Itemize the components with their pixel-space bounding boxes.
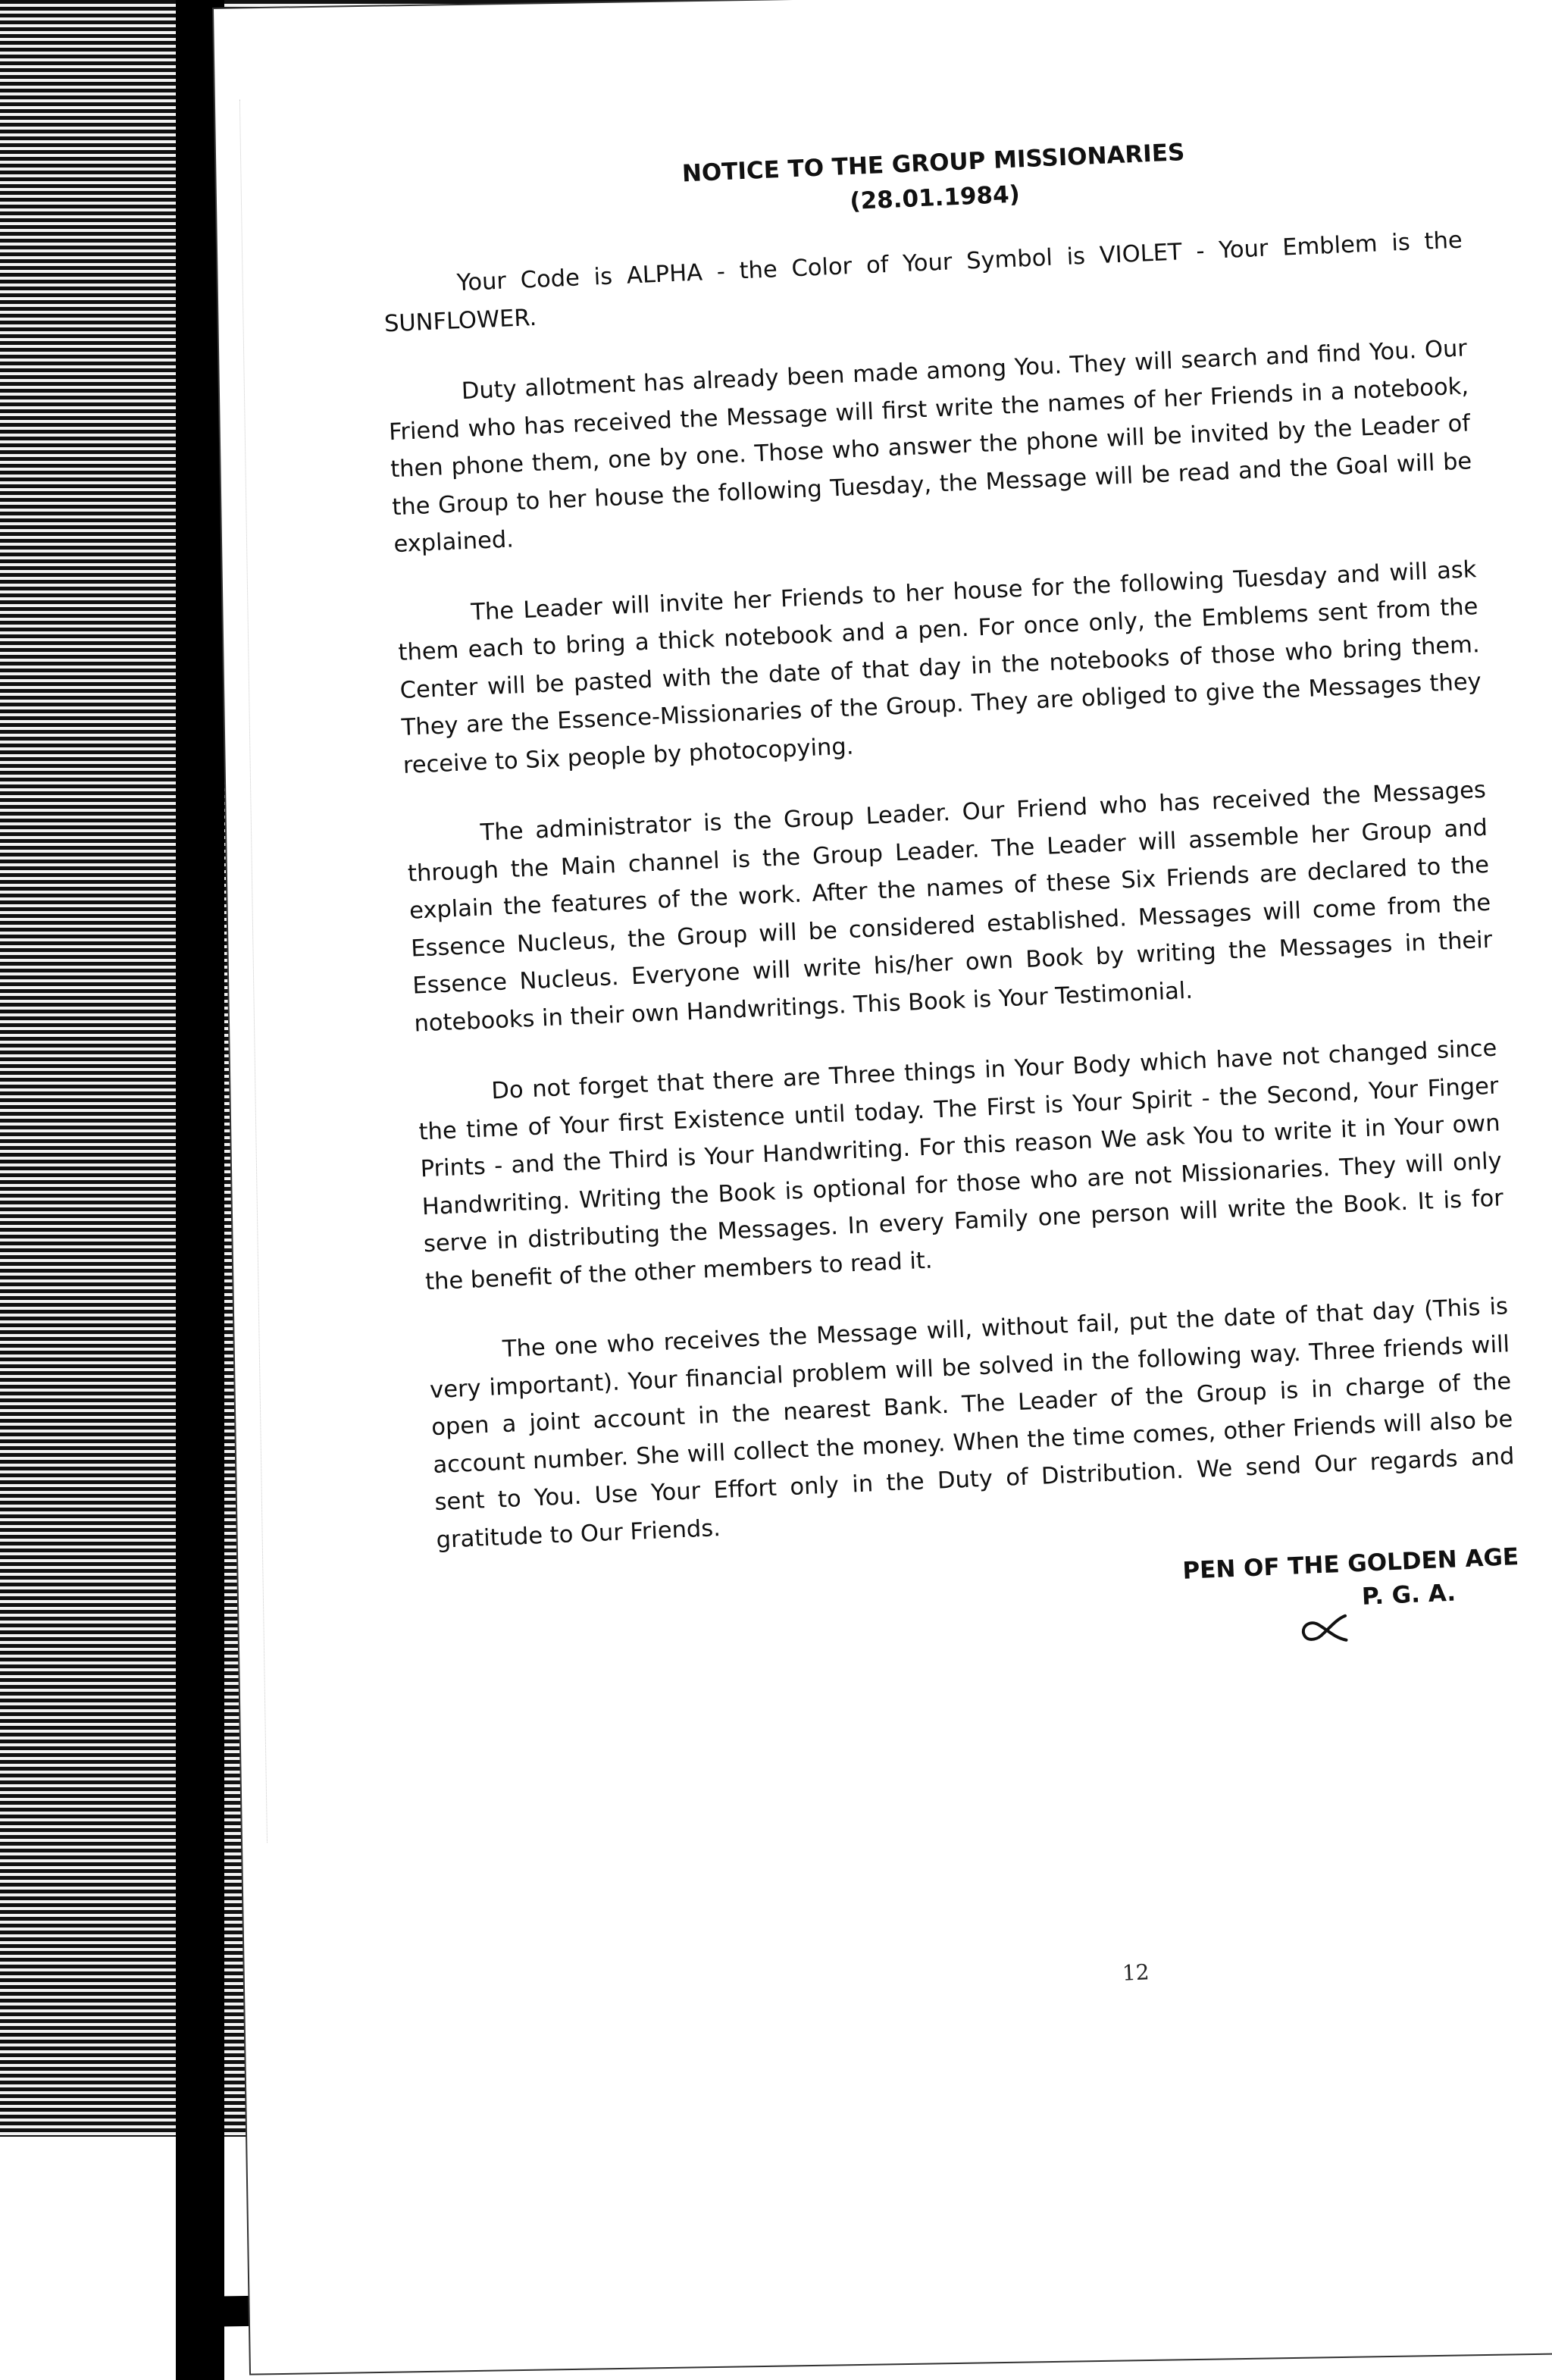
page-title: NOTICE TO THE GROUP MISSIONARIES (681, 139, 1186, 188)
page-number: 12 (1122, 1959, 1150, 1986)
signature-block (438, 1540, 1522, 1682)
signature: PEN OF THE GOLDEN AGE (1181, 1542, 1519, 1585)
book-spine-shadow (176, 0, 224, 2380)
paragraph: The Leader will invite her Friends to her house for the following Tuesday and will ask them each to bring a thick notebook and a pen. For once only, the Emblems sent from the Center will be pasted with the date of that day in the notebooks of those who bring them. They are the Essence-Missionaries of the Group. They are obliged to give the Messages they receive to Six people by photocopying. (397, 556, 1482, 779)
margin-marks (239, 99, 271, 1843)
paragraph: Your Code is ALPHA - the Color of Your Symbol is VIOLET - Your Emblem is the SUNFLOWER. (383, 227, 1463, 337)
page (214, 0, 1552, 2374)
signature-initials: P. G. A. (1361, 1579, 1457, 1611)
document-body (377, 124, 1522, 1986)
paragraph: The one who receives the Message will, without fail, put the date of that day (This is very important). Your financial problem will be solved in the following way. Three friends will open a joint account in the nearest Bank. The Leader of the Group is in charge of the account number. She will collect the money. When the time comes, other Friends will also be sent to You. Use Your Effort only in the Duty of Distribution. We send Our regards and gratitude to Our Friends. (429, 1293, 1516, 1554)
alpha-icon (1298, 1611, 1353, 1645)
document-date: (28.01.1984) (849, 180, 1021, 216)
heading (408, 124, 1460, 238)
paragraph: Duty allotment has already been made among You. They will search and find You. Our Friend who has received the Message will first write the names of her Friends in a notebook, then phone them, one by one. Those who answer the phone will be invited by the Leader of the Group to her house the following Tuesday, the Message will be read and the Goal will be explained. (388, 335, 1472, 559)
paragraph: The administrator is the Group Leader. Our Friend who has received the Messages through the Main channel is the Group Leader. The Leader will assemble her Group and explain the features of the work. After the names of these Six Friends are declared to the Essence Nucleus, the Group will be considered established. Messages will come from the Essence Nucleus. Everyone will write his/her own Book by writing the Messages in their notebooks in their own Handwritings. This Book is Your Testimonial. (407, 776, 1493, 1038)
paragraph: Do not forget that there are Three things in Your Body which have not changed since the time of Your first Existence until today. The First is Your Spirit - the Second, Your Finger Prints - and the Third is Your Handwriting. For this reason We ask You to write it in Your own Handwriting. Writing the Book is optional for those who are not Missionaries. They will only serve in distributing the Messages. In every Family one person will write the Book. It is for the benefit of the other members to read it. (418, 1035, 1504, 1295)
